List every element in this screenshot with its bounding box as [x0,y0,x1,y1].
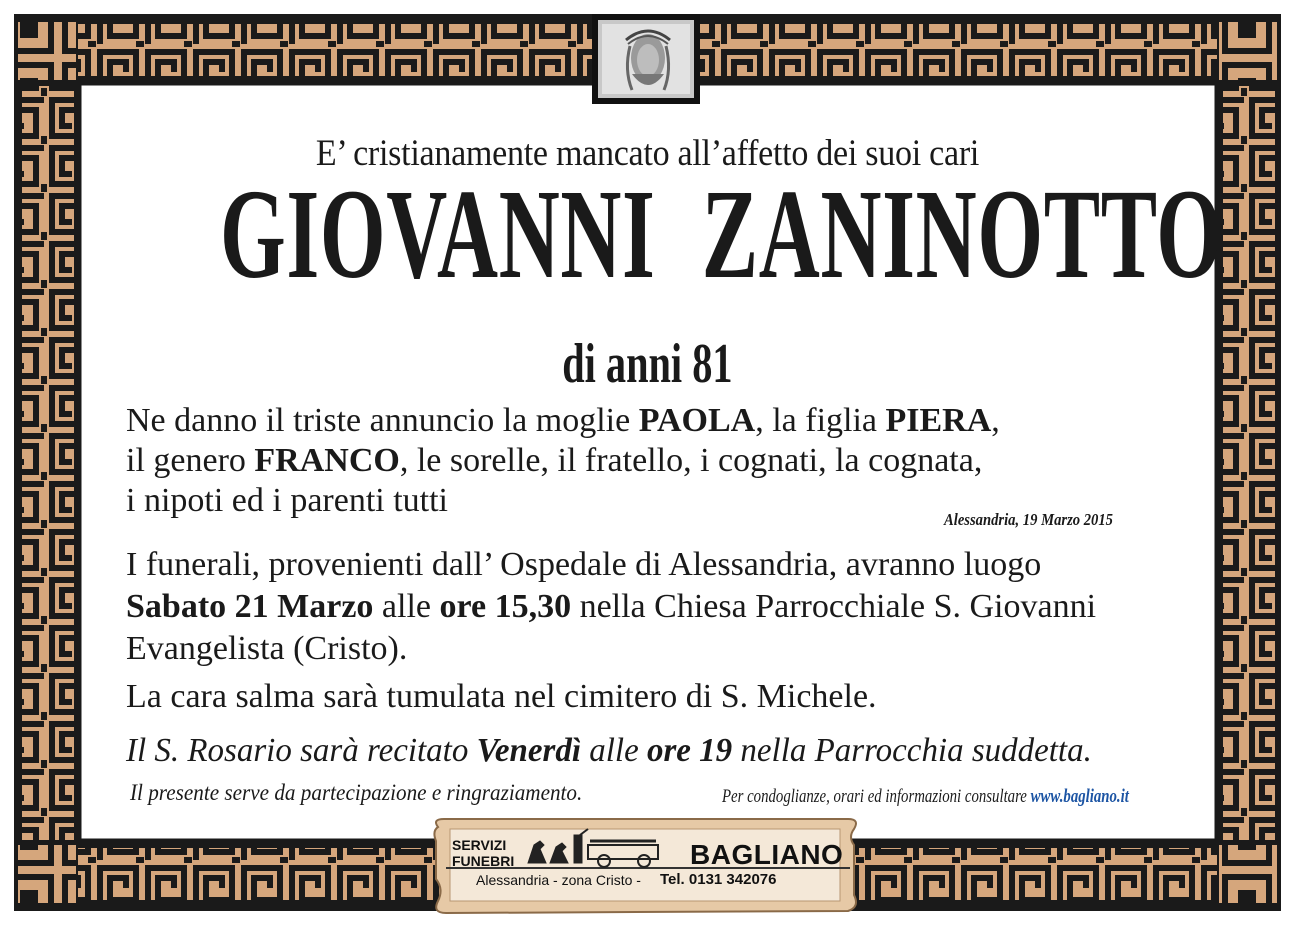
funeral-time: ore 15,30 [439,588,572,625]
funeral-home-logo [428,815,862,919]
christ-portrait-icon [592,14,700,104]
logo-brand: BAGLIANO [690,839,844,870]
son-in-law-name: FRANCO [254,442,400,479]
last-name: ZANINOTTO [701,163,1223,305]
rosary-time: ore 19 [646,732,733,769]
funeral-line-1: I funerali, provenienti dall’ Ospedale di Alessandria, avranno luogo [126,546,1042,583]
logo-address: Alessandria - zona Cristo - [476,872,641,888]
wife-name: PAOLA [638,402,756,439]
rosary-line: Il S. Rosario sarà recitato Venerdì alle ore 19 nella Parrocchia suddetta. [126,732,1092,769]
first-name: GIOVANNI [219,163,656,305]
logo-line-funebri: FUNEBRI [452,853,515,869]
funeral-line-3: Evangelista (Cristo). [126,630,408,667]
funeral-line-2: Sabato 21 Marzo alle ore 15,30 nella Chiesa Parrocchiale S. Giovanni [126,588,1097,625]
logo-phone: Tel. 0131 342076 [660,871,777,888]
deceased-name [219,163,1223,305]
announcement-line-2: il genero FRANCO, le sorelle, il fratello, i cognati, la cognata, [126,442,983,479]
announcement-line-3: i nipoti ed i parenti tutti [126,482,449,519]
condolences-line: Per condoglianze, orari ed informazioni consultare www.bagliano.it [722,786,1129,807]
age-line: di anni 81 [562,333,733,395]
thanks-line: Il presente serve da partecipazione e ringraziamento. [130,780,583,805]
daughter-name: PIERA [885,402,992,439]
logo-line-servizi: SERVIZI [452,837,507,853]
rosary-day: Venerdì [476,732,582,769]
burial-line: La cara salma sarà tumulata nel cimitero di S. Michele. [126,678,877,715]
intro-line: E’ cristianamente mancato all’affetto dei suoi cari [315,133,980,174]
funeral-date: Sabato 21 Marzo [126,588,374,625]
website-link[interactable]: www.bagliano.it [1030,786,1129,807]
place-date: Alessandria, 19 Marzo 2015 [944,510,1113,529]
announcement-line-1: Ne danno il triste annuncio la moglie PAOLA, la figlia PIERA, [126,402,1000,439]
